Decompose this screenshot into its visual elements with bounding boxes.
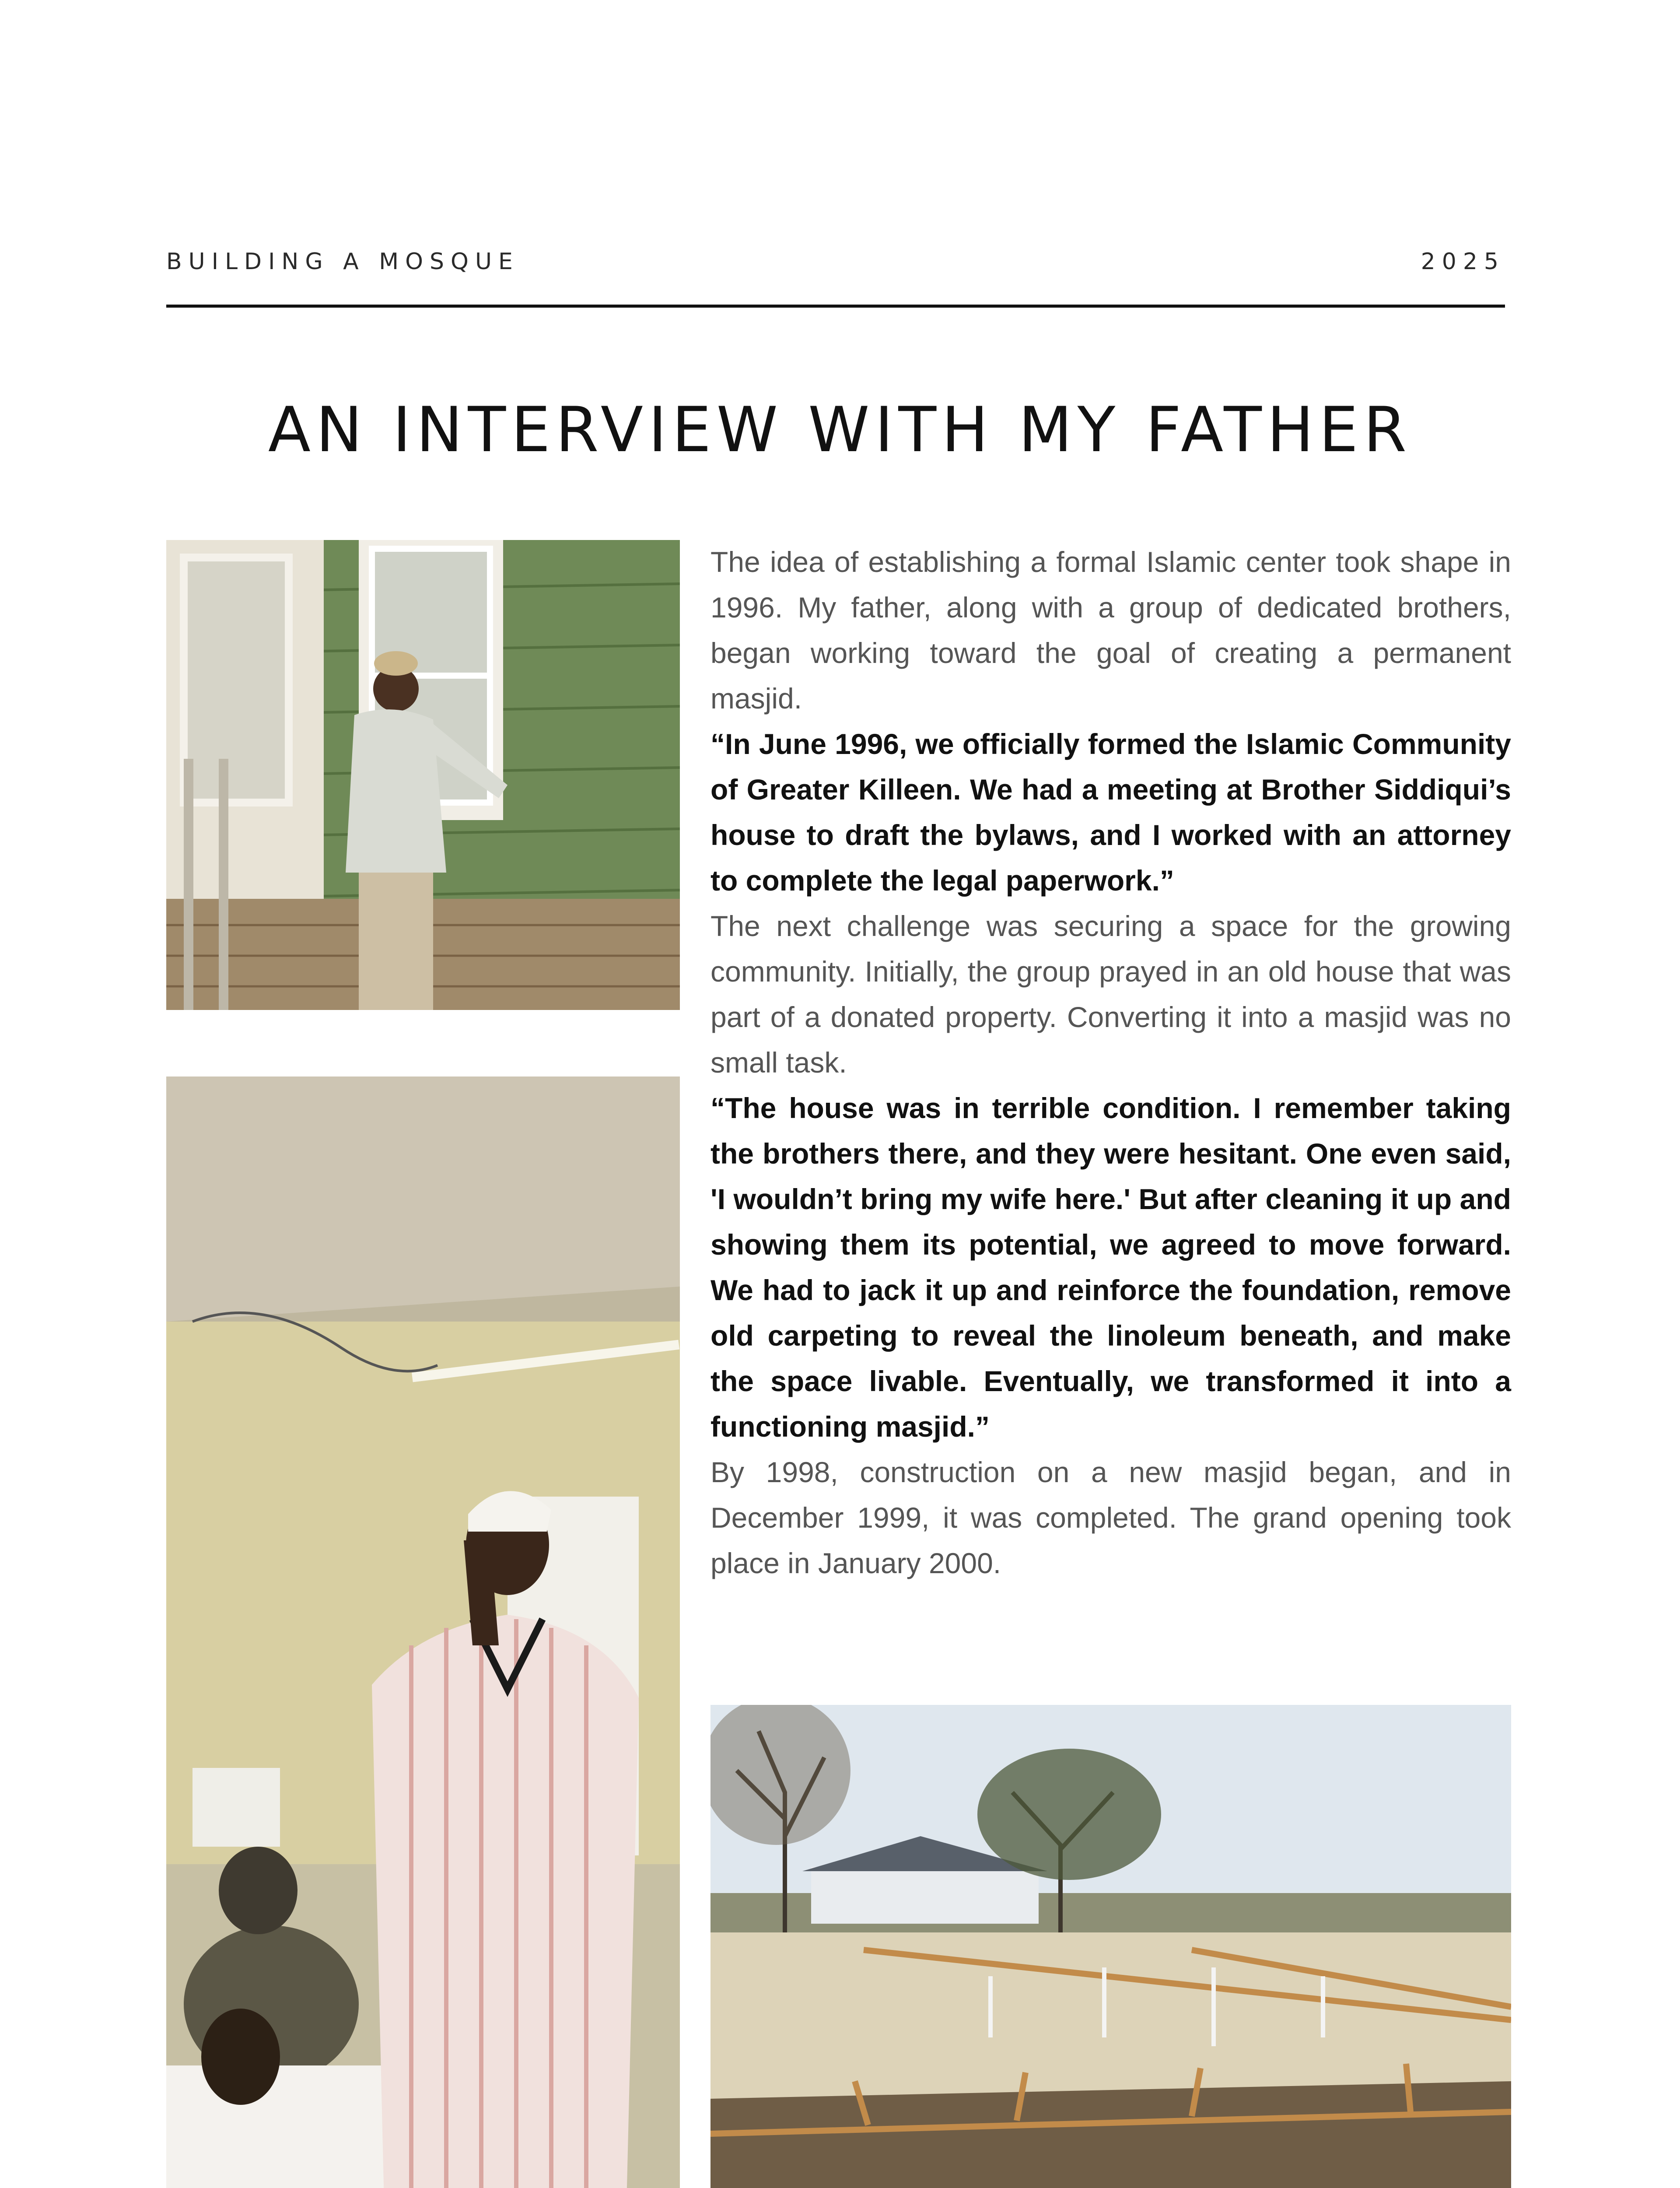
article-paragraph-intro: The idea of establishing a formal Islamic center took shape in 1996. My father, along with a group of dedicated brothers, began working toward the goal of creating a permanent masjid. bbox=[710, 546, 1511, 715]
photo-man-praying-indoors bbox=[166, 1076, 680, 2188]
article-paragraph-construction: By 1998, construction on a new masjid began, and in December 1999, it was completed. The grand opening took place in January 2000. bbox=[710, 1456, 1511, 1579]
article-body bbox=[710, 539, 1511, 1586]
article-paragraph-space: The next challenge was securing a space for the growing community. Initially, the group prayed in an old house that was part of a donated property. Converting it into a masjid was no small task. bbox=[710, 910, 1511, 1079]
article-quote-formation: “In June 1996, we officially formed the Islamic Community of Greater Killeen. We had a meeting at Brother Siddiqui’s house to draft the bylaws, and I worked with an attorney to complete the legal paperwork.” bbox=[710, 728, 1511, 897]
photo-foundation-construction-site bbox=[710, 1705, 1511, 2188]
header-year: 2025 bbox=[1421, 249, 1505, 275]
header-section-label: BUILDING A MOSQUE bbox=[166, 249, 519, 275]
header-divider bbox=[166, 305, 1505, 308]
article-quote-house: “The house was in terrible condition. I remember taking the brothers there, and they were hesitant. One even said, 'I wouldn’t bring my wife here.' But after cleaning it up and showing them its potential, we agreed to move forward. We had to jack it up and reinforce the foundation, remove old carpeting to reveal the linoleum beneath, and make the space livable. Eventually, we transformed it into a functioning masjid.” bbox=[710, 1092, 1511, 1443]
photo-man-painting-window bbox=[166, 540, 680, 1010]
page-title: AN INTERVIEW WITH MY FATHER bbox=[268, 394, 1412, 466]
